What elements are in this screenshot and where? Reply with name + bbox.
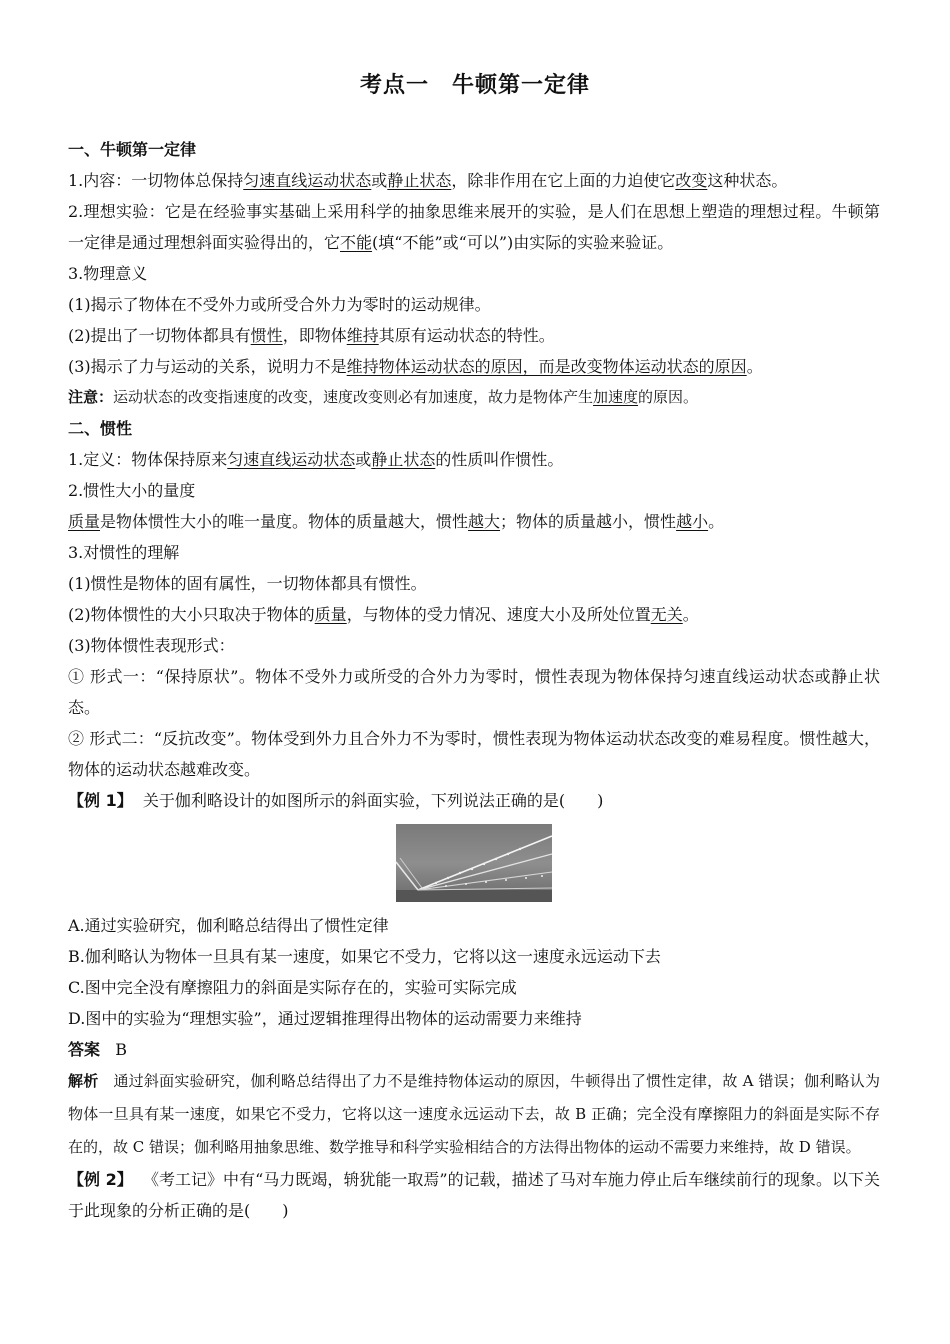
text: 1.定义：物体保持原来 bbox=[68, 450, 228, 469]
inertia-definition bbox=[68, 444, 880, 475]
form-one-paragraph: ① 形式一：“保持原状”。物体不受外力或所受的合外力为零时，惯性表现为物体保持匀速直线运动状态或静止状态。 bbox=[68, 667, 880, 717]
page-title: 考点一 牛顿第一定律 bbox=[359, 73, 590, 98]
text: 。 bbox=[746, 357, 763, 376]
blank-answer: 匀速直线运动状态 bbox=[227, 450, 356, 469]
blank-answer: 惯性 bbox=[250, 326, 283, 345]
blank-answer: 不能 bbox=[340, 233, 373, 252]
text: (3)揭示了力与运动的关系，说明力不是 bbox=[68, 357, 347, 376]
document-body bbox=[68, 134, 880, 1226]
law-content-line bbox=[68, 165, 880, 196]
text: 2.理想实验：它是在经验事实基础上采用科学的抽象思维来展开的实验，是人们在思想上塑造的理想过程。牛顿第一定律是通过理想斜面实验得出的，它 bbox=[68, 202, 880, 252]
text: 或 bbox=[371, 171, 388, 190]
analysis-text: 通过斜面实验研究，伽利略总结得出了力不是维持物体运动的原因，牛顿得出了惯性定律，故 A 错误；伽利略认为物体一旦具有某一速度，如果它不受力，它将以这一速度永远运动下去，故 B 正确；完全没有摩擦阻力的斜面是实际不存在的，故 C 错误；伽利略用抽象思维、数学推导和科学实验相结合的方法得出物体的运动不需要力来维持，故 D 错误。 bbox=[68, 1072, 880, 1156]
example-label: 【例 1】 bbox=[68, 791, 133, 810]
option-b: B.伽利略认为物体一旦具有某一速度，如果它不受力，它将以这一速度永远运动下去 bbox=[68, 947, 661, 966]
blank-answer: 静止状态 bbox=[387, 171, 452, 190]
text: 运动状态的改变指速度的改变，速度改变则必有加速度，故力是物体产生 bbox=[113, 388, 594, 406]
text: 这种状态。 bbox=[707, 171, 788, 190]
understanding-item-2 bbox=[68, 599, 880, 630]
example-2-question bbox=[68, 1164, 880, 1226]
text: (2)提出了一切物体都具有 bbox=[68, 326, 251, 345]
inertia-measure-line bbox=[68, 506, 880, 537]
section-heading-inertia: 二、惯性 bbox=[68, 419, 133, 438]
text: 是物体惯性大小的唯一量度。物体的质量越大，惯性 bbox=[100, 512, 469, 531]
text: ，除非作用在它上面的力迫使它 bbox=[451, 171, 676, 190]
answer-line bbox=[68, 1034, 880, 1065]
example-label: 【例 2】 bbox=[68, 1170, 133, 1189]
text: ，即物体 bbox=[282, 326, 347, 345]
text: 的原因。 bbox=[638, 388, 699, 406]
text: ；物体的质量越小，惯性 bbox=[500, 512, 677, 531]
text: ，与物体的受力情况、速度大小及所处位置 bbox=[346, 605, 651, 624]
physical-meaning-heading: 3.物理意义 bbox=[68, 264, 148, 283]
note-line bbox=[68, 382, 880, 413]
text: (填“不能”或“可以”)由实际的实验来验证。 bbox=[372, 233, 674, 252]
analysis-paragraph bbox=[68, 1065, 880, 1164]
inertia-measure-heading: 2.惯性大小的量度 bbox=[68, 481, 196, 500]
blank-answer: 静止状态 bbox=[371, 450, 436, 469]
text: 。 bbox=[682, 605, 699, 624]
text: 。 bbox=[708, 512, 725, 531]
question-text: 《考工记》中有“马力既竭，辀犹能一取焉”的记载，描述了马对车施力停止后车继续前行的现象。以下关于此现象的分析正确的是( ) bbox=[68, 1170, 880, 1220]
inertia-understanding-heading: 3.对惯性的理解 bbox=[68, 543, 180, 562]
blank-answer: 维持物体运动状态的原因，而是改变物体运动状态的原因 bbox=[346, 357, 747, 376]
analysis-label: 解析 bbox=[68, 1072, 99, 1090]
understanding-item-3: (3)物体惯性表现形式： bbox=[68, 636, 235, 655]
text: 的性质叫作惯性。 bbox=[435, 450, 564, 469]
option-d: D.图中的实验为“理想实验”，通过逻辑推理得出物体的运动需要力来维持 bbox=[68, 1009, 582, 1028]
blank-answer: 匀速直线运动状态 bbox=[243, 171, 372, 190]
blank-answer: 维持 bbox=[346, 326, 379, 345]
meaning-item-3 bbox=[68, 351, 880, 382]
incline-photo-image bbox=[396, 824, 552, 902]
section-heading-newton-first-law: 一、牛顿第一定律 bbox=[68, 140, 197, 159]
text: 1.内容：一切物体总保持 bbox=[68, 171, 244, 190]
meaning-item-1: (1)揭示了物体在不受外力或所受合外力为零时的运动规律。 bbox=[68, 295, 491, 314]
example-1-question bbox=[68, 785, 880, 816]
blank-answer: 质量 bbox=[314, 605, 347, 624]
blank-answer: 无关 bbox=[650, 605, 683, 624]
form-two-paragraph: ② 形式二：“反抗改变”。物体受到外力且合外力不为零时，惯性表现为物体运动状态改变的难易程度。惯性越大，物体的运动状态越难改变。 bbox=[68, 729, 880, 779]
option-c: C.图中完全没有摩擦阻力的斜面是实际存在的，实验可实际完成 bbox=[68, 978, 517, 997]
answer-label: 答案 bbox=[68, 1040, 101, 1059]
understanding-item-1: (1)惯性是物体的固有属性，一切物体都具有惯性。 bbox=[68, 574, 427, 593]
incline-experiment-figure bbox=[68, 818, 880, 904]
text: 其原有运动状态的特性。 bbox=[378, 326, 555, 345]
question-text: 关于伽利略设计的如图所示的斜面实验，下列说法正确的是( ) bbox=[142, 791, 604, 810]
blank-answer: 加速度 bbox=[593, 388, 639, 406]
blank-answer: 越小 bbox=[676, 512, 709, 531]
blank-answer: 越大 bbox=[468, 512, 501, 531]
option-a: A.通过实验研究，伽利略总结得出了惯性定律 bbox=[68, 916, 389, 935]
blank-answer: 质量 bbox=[68, 512, 101, 531]
meaning-item-2 bbox=[68, 320, 880, 351]
text: 或 bbox=[355, 450, 372, 469]
text: (2)物体惯性的大小只取决于物体的 bbox=[68, 605, 315, 624]
blank-answer: 改变 bbox=[675, 171, 708, 190]
note-label: 注意： bbox=[68, 388, 114, 406]
ideal-experiment-paragraph bbox=[68, 196, 880, 258]
answer-value: B bbox=[115, 1040, 128, 1059]
